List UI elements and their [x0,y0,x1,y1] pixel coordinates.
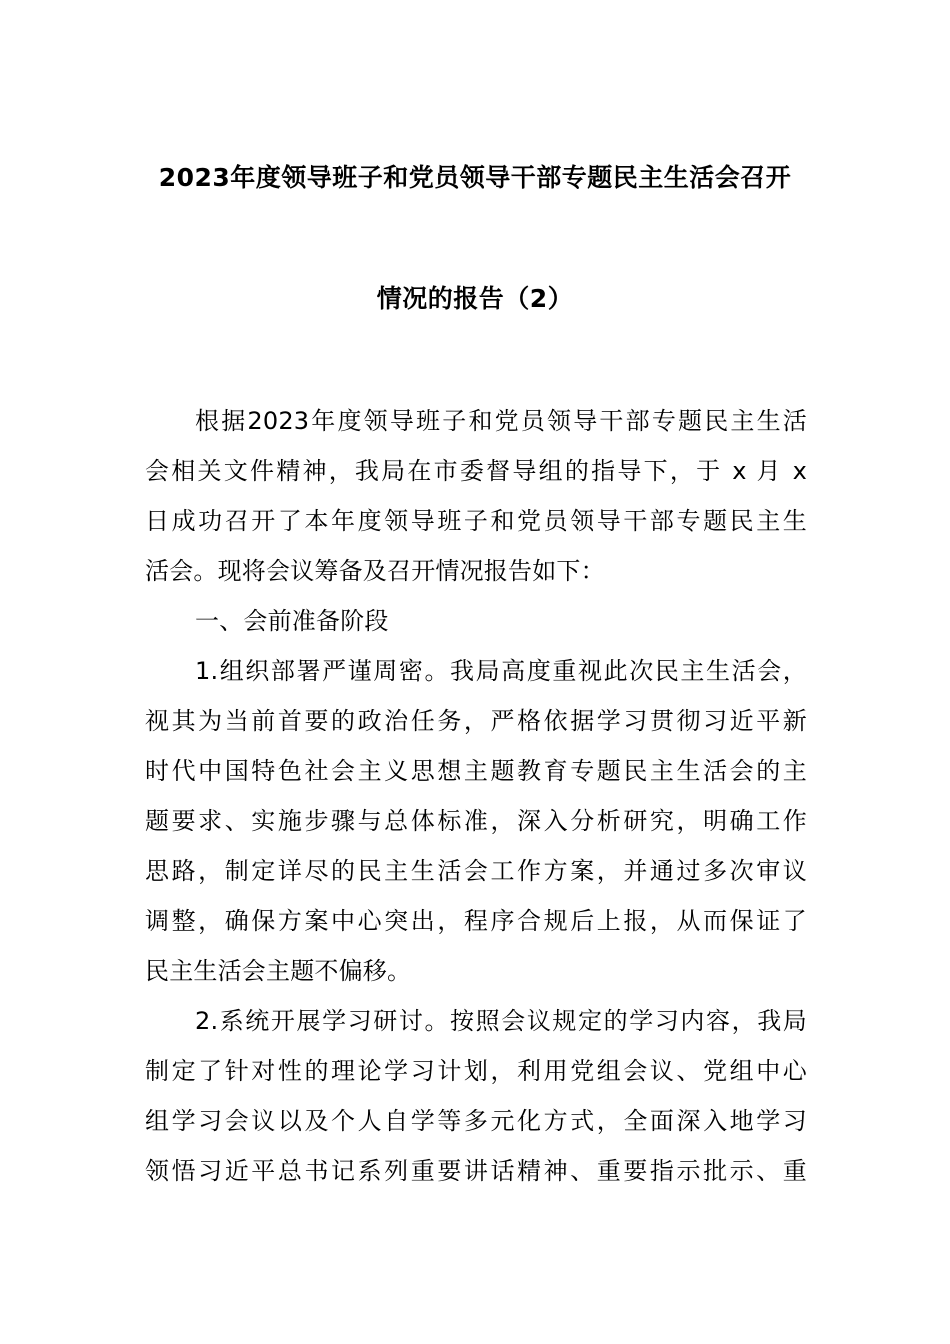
paragraph-intro-line: 会相关文件精神，我局在市委督导组的指导下，于 x 月 x [145,457,807,485]
section-heading: 一、会前准备阶段 [195,607,389,635]
document-body [145,396,807,1196]
paragraph-item-1-line: 民主生活会主题不偏移。 [145,957,412,985]
paragraph-item-1-line: 时代中国特色社会主义思想主题教育专题民主生活会的主 [145,757,807,785]
paragraph-item-2-line: 领悟习近平总书记系列重要讲话精神、重要指示批示、重 [145,1157,807,1185]
paragraph-item-1-line: 视其为当前首要的政治任务，严格依据学习贯彻习近平新 [145,707,807,735]
paragraph-item-2-line: 制定了针对性的理论学习计划，利用党组会议、党组中心 [145,1057,807,1085]
paragraph-item-2-line: 组学习会议以及个人自学等多元化方式，全面深入地学习 [145,1107,807,1135]
document-title-line-1: 2023年度领导班子和党员领导干部专题民主生活会召开 [158,163,792,192]
paragraph-item-2-line: 2.系统开展学习研讨。按照会议规定的学习内容，我局 [195,1007,807,1035]
paragraph-intro-line: 根据2023年度领导班子和党员领导干部专题民主生活 [195,407,807,435]
paragraph-intro-line: 日成功召开了本年度领导班子和党员领导干部专题民主生 [145,507,807,535]
paragraph-item-1-line: 调整，确保方案中心突出，程序合规后上报，从而保证了 [145,907,807,935]
document-title-line-2: 情况的报告（2） [376,284,574,313]
paragraph-item-1-line: 1.组织部署严谨周密。我局高度重视此次民主生活会， [195,657,807,685]
paragraph-item-1-line: 思路，制定详尽的民主生活会工作方案，并通过多次审议 [145,857,807,885]
paragraph-intro-line: 活会。现将会议筹备及召开情况报告如下： [145,557,605,585]
paragraph-item-1-line: 题要求、实施步骤与总体标准，深入分析研究，明确工作 [145,807,807,835]
